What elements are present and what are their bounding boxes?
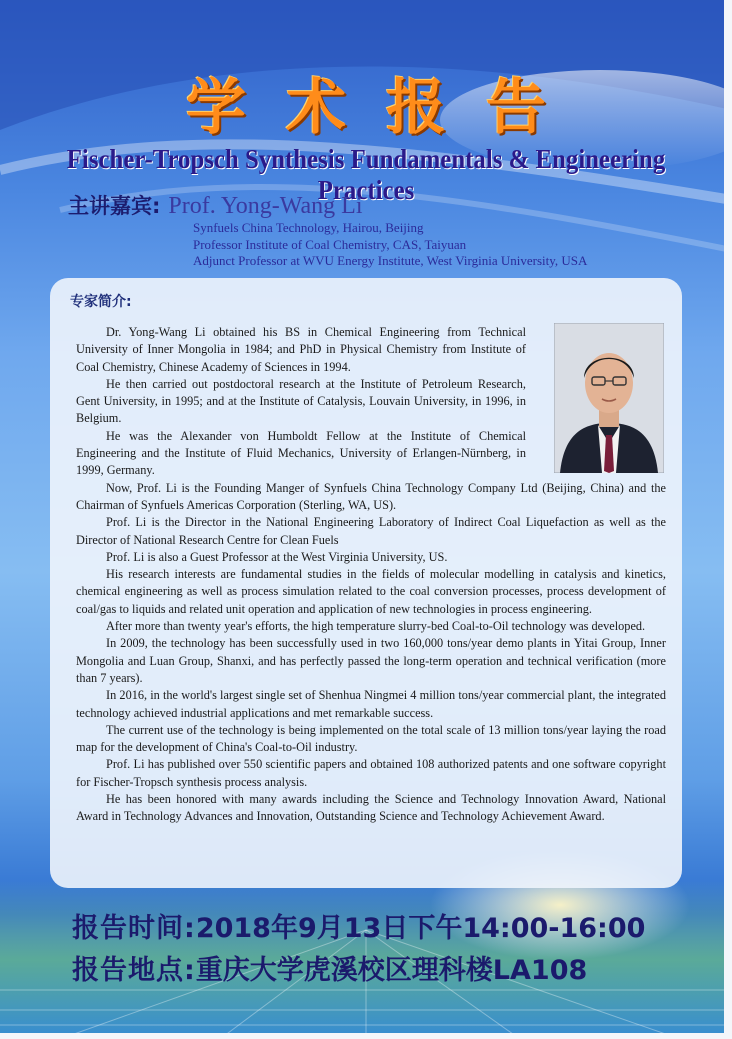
speaker-label: 主讲嘉宾:: [68, 194, 161, 218]
bio-paragraph: He was the Alexander von Humboldt Fellow at the Institute of Chemical Engineering and the Institute of Fluid Mechanics, University of Erlangen-Nürnberg, in 1999, Germany.: [76, 428, 526, 478]
time-value: 2018年9月13日下午14:00-16:00: [195, 913, 646, 944]
speaker-name: Prof. Yong-Wang Li: [168, 193, 363, 219]
schedule-time-row: [72, 908, 645, 950]
affiliation-line: Professor Institute of Coal Chemistry, CAS, Taiyuan: [193, 236, 467, 252]
bio-paragraph: In 2009, the technology has been successfully used in two 160,000 tons/year demo plants in Yitai Group, Inner Mongolia and Luan Group, Shanxi, and has perfectly passed the long-term operation and technical verification (more than 7 years).: [76, 636, 666, 685]
bio-paragraph: After more than twenty year's efforts, the high temperature slurry-bed Coal-to-Oil technology was developed.: [106, 619, 646, 634]
schedule: [72, 908, 645, 992]
page-edge-bottom: [0, 1033, 732, 1039]
affiliation-line: Synfuels China Technology, Hairou, Beijing: [193, 220, 424, 235]
bio-panel: [50, 278, 682, 888]
bio-text: [76, 324, 666, 826]
bio-paragraph: In 2016, in the world's largest single set of Shenhua Ningmei 4 million tons/year commercial plant, the integrated technology achieved industrial applications and met remarkable success.: [76, 688, 666, 720]
bio-paragraph: He then carried out postdoctoral research at the Institute of Petroleum Research, Gent University, in 1995; and at the Institute of Catalysis, Louvain University, in 1996, in Belgium.: [76, 376, 526, 426]
speaker-affiliations: [193, 220, 587, 270]
affiliation-line: Adjunct Professor at WVU Energy Institute, West Virginia University, USA: [193, 253, 588, 268]
schedule-place-row: [72, 950, 645, 992]
page-edge-right: [724, 0, 732, 1039]
bio-title: 专家简介:: [70, 294, 132, 310]
place-value: 重庆大学虎溪校区理科楼LA108: [195, 955, 588, 986]
bio-paragraph: Prof. Li is the Director in the National Engineering Laboratory of Indirect Coal Liquefaction as well as the Director of National Research Centre for Clean Fuels: [76, 515, 666, 547]
bio-paragraph: The current use of the technology is being implemented on the total scale of 13 million tons/year laying the road map for the development of China's Coal-to-Oil industry.: [76, 722, 666, 755]
bio-paragraph: His research interests are fundamental studies in the fields of molecular modelling in catalysis and kinetics, chemical engineering as well as process simulation related to the coal conversion processes, process development of coal/gas to liquids and related unit operation and application of new technologies in process engineering.: [76, 567, 666, 616]
bio-paragraph: Now, Prof. Li is the Founding Manger of Synfuels China Technology Company Ltd (Beijing, China) and the Chairman of Synfuels Americas Corporation (Sterling, WA, US).: [76, 480, 666, 512]
bio-paragraph: Prof. Li is also a Guest Professor at the West Virginia University, US.: [106, 549, 448, 564]
bio-paragraph: Dr. Yong-Wang Li obtained his BS in Chemical Engineering from Technical University of Inner Mongolia in 1984; and PhD in Physical Chemistry from Institute of Coal Chemistry, Chinese Academy of Sciences in 1994.: [76, 325, 526, 374]
place-label: 报告地点:: [72, 955, 196, 986]
speaker-row: [68, 190, 362, 220]
bio-paragraph: Prof. Li has published over 550 scientific papers and obtained 108 authorized patents and one software copyright for Fischer-Tropsch synthesis process analysis.: [76, 757, 666, 789]
title-cn: 学术报告: [186, 73, 586, 143]
time-label: 报告时间:: [72, 913, 196, 944]
bio-paragraph: He has been honored with many awards including the Science and Technology Innovation Award, National Award in Technology Advances and Innovation, Outstanding Science and Technology Achievement Award.: [76, 792, 666, 824]
title-en: Fischer-Tropsch Synthesis Fundamentals & Engineering Practices: [66, 144, 666, 205]
